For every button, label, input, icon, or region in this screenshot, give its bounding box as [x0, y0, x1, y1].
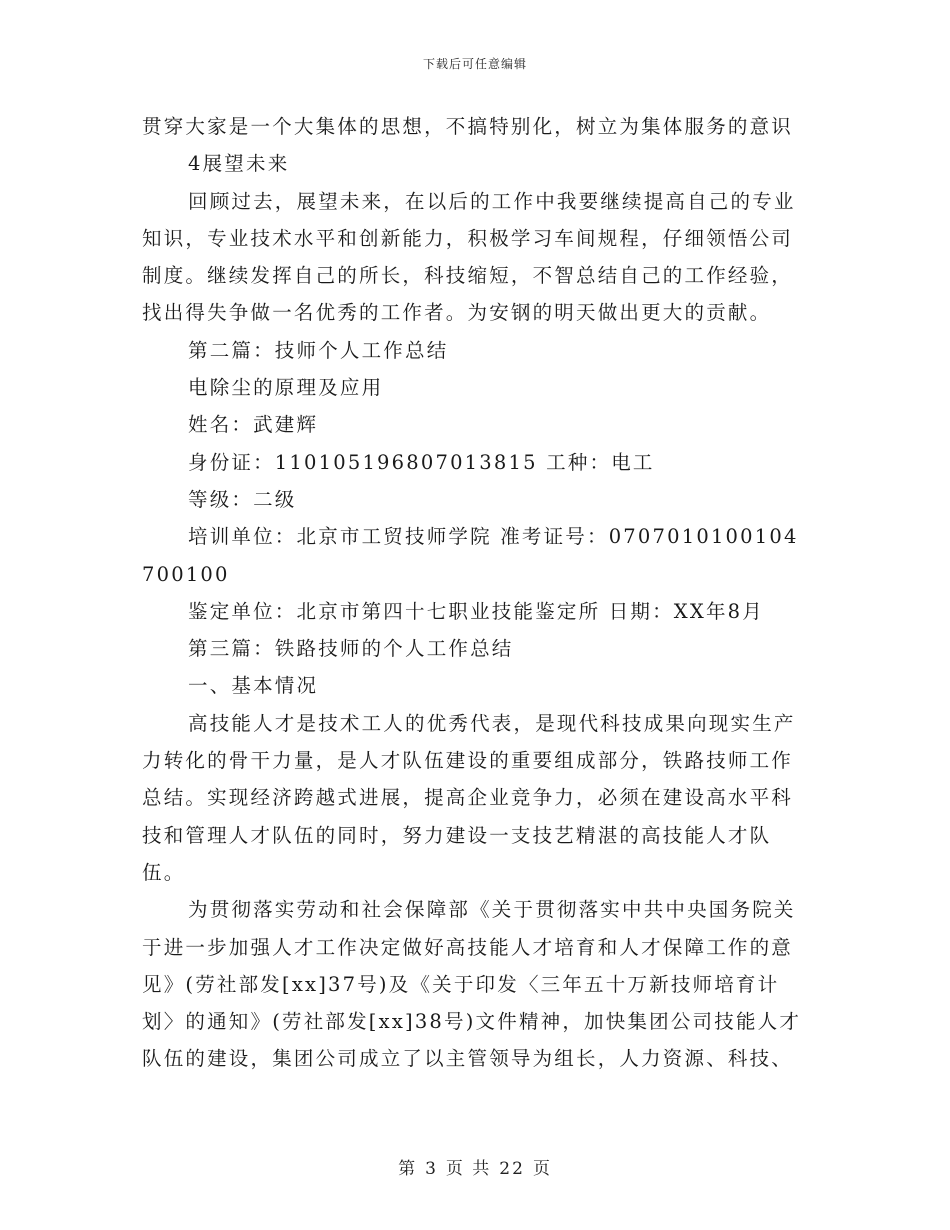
article-title: 第二篇：技师个人工作总结 [188, 338, 449, 362]
appraisal-line: 鉴定单位：北京市第四十七职业技能鉴定所 日期：XX年8月 [188, 599, 764, 623]
footer-label-of: 页 共 [445, 1159, 492, 1179]
training-line: 培训单位：北京市工贸技师学院 准考证号：0707010100104700100 [142, 525, 799, 586]
footer-label-end: 页 [532, 1159, 552, 1179]
section-heading: 4展望未来 [188, 152, 290, 176]
name-line: 姓名：武建辉 [188, 413, 319, 437]
paragraph: 回顾过去，展望未来，在以后的工作中我要继续提高自己的专业知识，专业技术水平和创新能力，积极学习车间规程，仔细领悟公司制度。继续发挥自己的所长，科技缩短，不智总结自己的工作经验，找出得失争做一名优秀的工作者。为安钢的明天做出更大的贡献。 [142, 189, 796, 325]
paragraph: 高技能人才是技术工人的优秀代表，是现代科技成果向现实生产力转化的骨干力量，是人才队伍建设的重要组成部分，铁路技师工作总结。实现经济跨越式进展，提高企业竞争力，必须在建设高水平科技和管理人才队伍的同时，努力建设一支技艺精湛的高技能人才队伍。 [142, 711, 796, 884]
page-footer [0, 1154, 950, 1179]
footer-label-page: 第 [398, 1159, 418, 1179]
paragraph: 电除尘的原理及应用 [188, 376, 384, 400]
level-line: 等级：二级 [188, 487, 297, 511]
paragraph: 为贯彻落实劳动和社会保障部《关于贯彻落实中共中央国务院关于进一步加强人才工作决定做好高技能人才培育和人才保障工作的意见》(劳社部发[xx]37号)及《关于印发〈三年五十万新技师培育计划〉的通知》(劳社部发[xx]38号)文件精神，加快集团公司技能人才队伍的建设，集团公司成立了以主管领导为组长，人力资源、科技、 [142, 898, 802, 1071]
document-body [142, 108, 810, 1078]
page-header: 下载后可任意编辑 [422, 57, 527, 71]
current-page-number: 3 [425, 1159, 438, 1179]
id-line: 身份证：110105196807013815 工种：电工 [188, 450, 655, 474]
section-heading: 一、基本情况 [188, 674, 319, 698]
article-title: 第三篇：铁路技师的个人工作总结 [188, 637, 514, 661]
total-pages-number: 22 [499, 1159, 525, 1179]
paragraph: 贯穿大家是一个大集体的思想，不搞特别化，树立为集体服务的意识 [142, 115, 794, 138]
